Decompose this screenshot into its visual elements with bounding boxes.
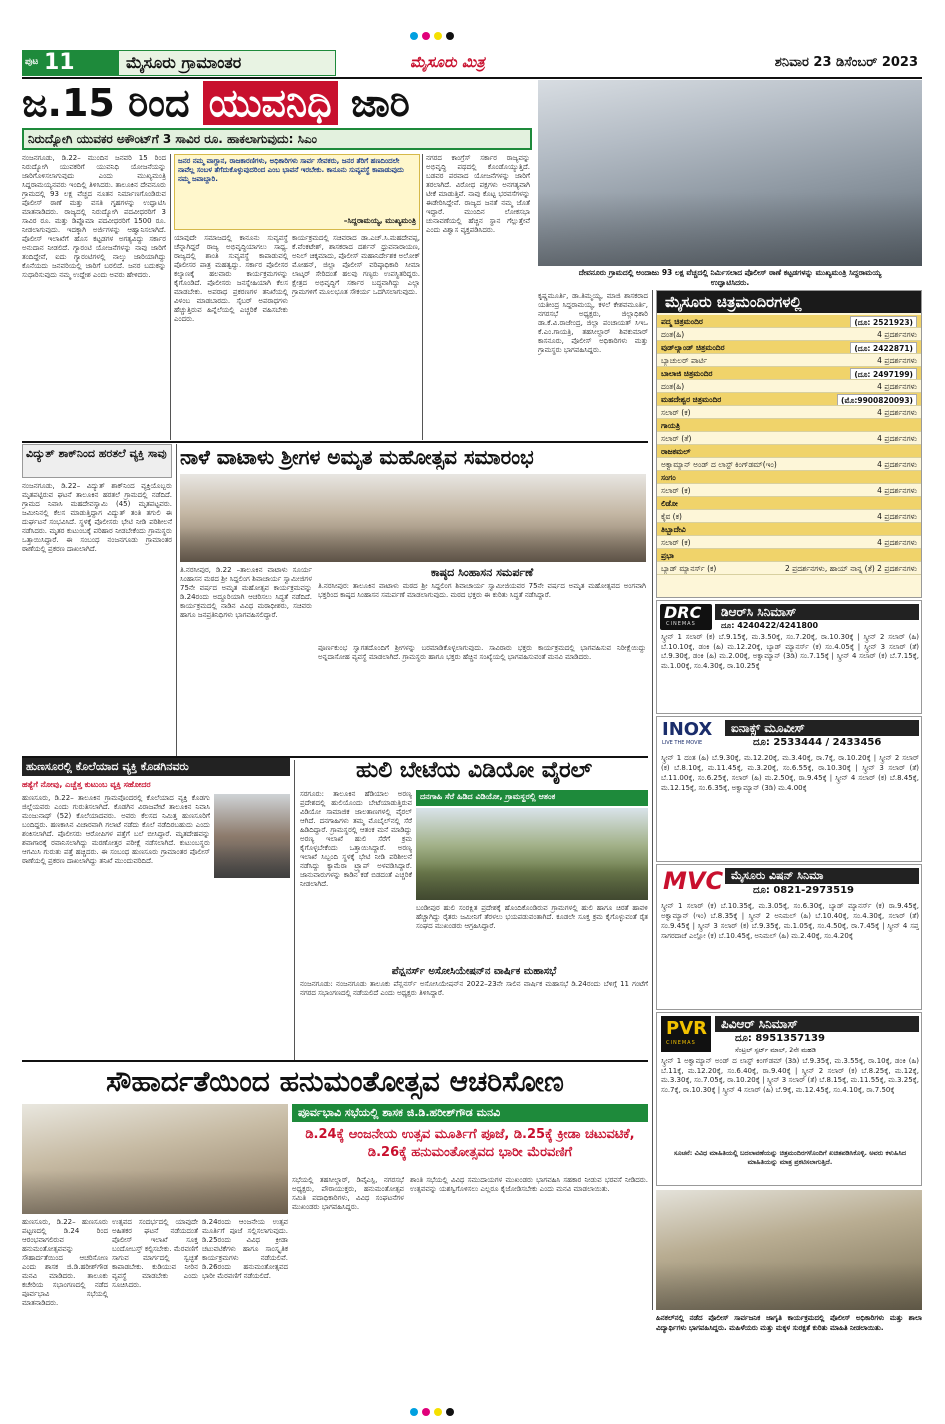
mvc-logo: MVC — [663, 867, 724, 895]
police-photo-caption: ಹಿನಕಲ್‌ನಲ್ಲಿ ನಡೆದ ಪೊಲೀಸ್ ಸಾರ್ವಜನಿಕ ಜಾಗೃತಿ ಕಾರ್ಯಕ್ರಮದಲ್ಲಿ ಪೊಲೀಸ್ ಅಧಿಕಾರಿಗಳು ಮತ್ತು ಶಾಲಾ ವಿದ್ಯಾರ್ಥಿಗಳು ಭಾಗವಹಿಸಿದ್ದರು. ಮಹಿಳೆಯರು ಮತ್ತು ಮಕ್ಕಳ ಸುರಕ್ಷತೆ ಕುರಿತು ಮಾಹಿತಿ ನೀಡಲಾಯಿತು. — [656, 1314, 922, 1332]
amrut-subtitle: ಕಾಷ್ಠದ ಸಿಂಹಾಸನ ಸಮರ್ಪಣೆ — [430, 566, 534, 579]
movie-title: ಸಲಾರ್ (ಕ) — [661, 408, 691, 417]
theatre-phone: (ದೂ: 2422871) — [850, 342, 917, 354]
inox-title: ಐನಾಕ್ಸ್ ಮೂವೀಸ್ — [731, 721, 805, 735]
movie-row — [657, 354, 921, 367]
police-awareness-photo — [656, 1190, 922, 1310]
inox-logo — [660, 720, 722, 750]
hanuman-body4: ಸಭೆಯಲ್ಲಿ ತಹಸೀಲ್ದಾರ್, ಡಿವೈಎಸ್ಪಿ, ನಗರಸಭೆ ಅಧ್ಯಕ್ಷರು, ಪೌರಾಯುಕ್ತರು, ಹನುಮಂತೋತ್ಸವ ಸಮಿತಿ ಪದಾಧಿಕಾರಿಗಳು, ವಿವಿಧ ಸಂಘಟನೆಗಳ ಮುಖಂಡರು ಭಾಗವಹಿಸಿದ್ದರು. — [292, 1176, 404, 1211]
kodagi-kicker: ಹತ್ಯೆಗೆ ನೋವು, ಎಚ್ಚೆತ್ತ ಕುಟುಂಬ ವ್ಯಕ್ತಿ ಸಹೋದರ — [22, 780, 151, 789]
show-count: 4 ಪ್ರದರ್ಶನಗಳು — [877, 382, 917, 391]
pvr-cinema-box — [656, 1012, 922, 1186]
theatre-name: ಮಹದೇಶ್ವರ ಚಿತ್ರಮಂದಿರ (ಮೊ:9900820093) — [657, 393, 921, 406]
lead-right-text: ಕೃಷ್ಣಮೂರ್ತಿ, ಡಾ.ತಿಮ್ಮಯ್ಯ, ಮಾಜಿ ಶಾಸಕರಾದ ಯತೀಂದ್ರ ಸಿದ್ದರಾಮಯ್ಯ, ಕಳಲೆ ಕೇಶವಮೂರ್ತಿ, ನಗರಸಭೆ ಅಧ್ಯಕ್ಷರು, ಜಿಲ್ಲಾಧಿಕಾರಿ ಡಾ.ಕೆ.ವಿ.ರಾಜೇಂದ್ರ, ಜಿಲ್ಲಾ ಪಂಚಾಯತ್ ಸಿಇಒ ಕೆ.ಎಂ.ಗಾಯತ್ರಿ, ತಹಸೀಲ್ದಾರ್ ಶಿವಕುಮಾರ್ ಕಾಸನೂರು, ಪೊಲೀಸ್ ಅಧಿಕಾರಿಗಳು ಮತ್ತು ಗ್ರಾಮಸ್ಥರು ಭಾಗವಹಿಸಿದ್ದರು. — [538, 292, 648, 354]
lead-photo-caption: ದೇವನೂರು ಗ್ರಾಮದಲ್ಲಿ ಅಂದಾಜು 93 ಲಕ್ಷ ವೆಚ್ಚದಲ್ಲಿ ನಿರ್ಮಿಸಲಾದ ಪೊಲೀಸ್ ಠಾಣೆ ಕಟ್ಟಡಗಳನ್ನು ಮುಖ್ಯಮಂತ್ರಿ ಸಿದ್ದರಾಮಯ್ಯ ಉದ್ಘಾಟಿಸಿದರು. — [578, 268, 882, 287]
theatre-name: ಬಾಲಾಜಿ ಚಿತ್ರಮಂದಿರ (ದೂ: 2497199) — [657, 367, 921, 380]
theatre-name: ವುಡ್‌ಲ್ಯಾಂಡ್ ಚಿತ್ರಮಂದಿರ (ದೂ: 2422871) — [657, 341, 921, 354]
kodagi-body: ಹುಣಸೂರು, ಡಿ.22– ತಾಲೂಕಿನ ಗ್ರಾಮವೊಂದರಲ್ಲಿ ಕೊಲೆಯಾದ ವ್ಯಕ್ತಿ ಕೊಡಗು ಜಿಲ್ಲೆಯವರು ಎಂದು ಗುರುತಿಸಲಾಗಿದೆ. ಕೊಡಗಿನ ವಿರಾಜಪೇಟೆ ತಾಲೂಕಿನ ನಿವಾಸಿ ಮಂಜುನಾಥ್ (52) ಕೊಲೆಯಾದವರು. ಅವರು ಕೆಲಸದ ನಿಮಿತ್ತ ಹುಣಸೂರಿಗೆ ಬಂದಿದ್ದರು. ಹಣಕಾಸಿನ ವಿಚಾರವಾಗಿ ಗಲಾಟೆ ನಡೆದು ಕೊಲೆ ನಡೆದಿರಬಹುದು ಎಂದು ಶಂಕಿಸಲಾಗಿದೆ. ಪೊಲೀಸರು ಆರೋಪಿಗಳ ಪತ್ತೆಗೆ ಬಲೆ ಬೀಸಿದ್ದಾರೆ. ಮೃತದೇಹವನ್ನು ಶವಾಗಾರಕ್ಕೆ ರವಾನಿಸಲಾಗಿದ್ದು ಮರಣೋತ್ತರ ಪರೀಕ್ಷೆ ನಡೆಸಲಾಗಿದೆ. ಕುಟುಂಬಸ್ಥರು ಆಗಮಿಸಿ ಗುರುತು ಪತ್ತೆ ಹಚ್ಚಿದರು. ಈ ಸಂಬಂಧ ಹುಣಸೂರು ಗ್ರಾಮಾಂತರ ಪೊಲೀಸ್ ಠಾಣೆಯಲ್ಲಿ ಪ್ರಕರಣ ದಾಖಲಾಗಿದ್ದು ತನಿಖೆ ಮುಂದುವರಿದಿದೆ. — [22, 794, 210, 865]
drc-cinema-box — [656, 600, 922, 714]
masthead-logo: ಮೈಸೂರು ಮಿತ್ರ — [410, 53, 485, 71]
movie-title: ಸಲಾರ್ (ತೆ) — [661, 434, 692, 443]
col-divider — [652, 290, 653, 1310]
issue-date: ಶನಿವಾರ 23 ಡಿಸೆಂಬರ್ 2023 — [774, 55, 918, 70]
theatre-phone: (ದೂ: 2497199) — [850, 368, 917, 380]
black-reg-mark — [446, 32, 454, 40]
lead-photo — [538, 80, 922, 266]
col-divider — [170, 154, 171, 440]
tiger-video-still — [416, 808, 648, 900]
movie-row — [657, 432, 921, 445]
movie-title: ಬ್ಯಾಡ್ ಮ್ಯಾನರ್ಸ್ (ಕ) — [661, 564, 717, 573]
mvc-title: ಮೈಸೂರು ವಿಷನ್ ಸಿನಿಮಾ — [731, 869, 824, 882]
hanuman-body1: ಹುಣಸೂರು, ಡಿ.22– ಹುಣಸೂರು ಪಟ್ಟಣದಲ್ಲಿ ಡಿ.24 ರಿಂದ ಆರಂಭವಾಗಲಿರುವ ಹನುಮಂತೋತ್ಸವವನ್ನು ಸೌಹಾರ್ದತೆಯಿಂದ ಆಚರಿಸೋಣ ಎಂದು ಶಾಸಕ ಜಿ.ಡಿ.ಹರೀಶ್‌ಗೌಡ ಮನವಿ ಮಾಡಿದರು. ತಾಲೂಕು ಕಚೇರಿಯ ಸಭಾಂಗಣದಲ್ಲಿ ನಡೆದ ಪೂರ್ವಭಾವಿ ಸಭೆಯಲ್ಲಿ ಮಾತನಾಡಿದರು. — [22, 1218, 108, 1307]
magenta-reg-mark — [422, 1408, 430, 1416]
hanuman-body5: ಶಾಂತಿ ಸಭೆಯಲ್ಲಿ ವಿವಿಧ ಸಮುದಾಯಗಳ ಮುಖಂಡರು ಭಾಗವಹಿಸಿ ಸಹಕಾರ ನೀಡುವ ಭರವಸೆ ನೀಡಿದರು. ಉತ್ಸವವನ್ನು ಯಶಸ್ವಿಗೊಳಿಸಲು ಎಲ್ಲರೂ ಕೈಜೋಡಿಸಬೇಕು ಎಂದು ಮನವಿ ಮಾಡಲಾಯಿತು. — [410, 1176, 648, 1193]
show-count: 4 ಪ್ರದರ್ಶನಗಳು — [877, 408, 917, 417]
theatre-name: ತಿಬ್ಬಾದೇವಿ — [657, 523, 921, 536]
inox-logo-text: INOX — [662, 719, 713, 740]
amrut-group-photo — [180, 474, 646, 562]
show-count: 4 ಪ್ರದರ್ಶನಗಳು — [877, 512, 917, 521]
show-count: 4 ಪ್ರದರ್ಶನಗಳು — [877, 460, 917, 469]
movie-title: ಸಲಾರ್ (ಕ) — [661, 486, 691, 495]
theatre-phone: (ಮೊ:9900820093) — [837, 394, 917, 406]
col-divider — [294, 760, 295, 1060]
hanuman-body2: ಉತ್ಸವದ ಸಂದರ್ಭದಲ್ಲಿ ಯಾವುದೇ ಅಹಿತಕರ ಘಟನೆ ನಡೆಯದಂತೆ ಪೊಲೀಸ್ ಇಲಾಖೆ ಸೂಕ್ತ ಬಂದೋಬಸ್ತ್ ಕಲ್ಪಿಸಬೇಕು. ಮೆರವಣಿಗೆ ಸಾಗುವ ಮಾರ್ಗದಲ್ಲಿ ಸ್ವಚ್ಛತೆ ಕಾಪಾಡಬೇಕು. ಕುಡಿಯುವ ನೀರಿನ ವ್ಯವಸ್ಥೆ ಮಾಡಬೇಕು ಎಂದು ಸೂಚಿಸಿದರು. — [112, 1218, 198, 1289]
hanuman-strap: ಪೂರ್ವಭಾವಿ ಸಭೆಯಲ್ಲಿ ಶಾಸಕ ಜಿ.ಡಿ.ಹರೀಶ್‌ಗೌಡ ಮನವಿ — [298, 1106, 501, 1119]
cyan-reg-mark — [410, 32, 418, 40]
section-title: ಮೈಸೂರು ಗ್ರಾಮಾಂತರ — [126, 53, 242, 72]
page-header — [22, 50, 922, 76]
movie-row — [657, 562, 921, 575]
amrut-body-left: ತಿ.ನರಸೀಪುರ, ಡಿ.22 –ತಾಲೂಕಿನ ವಾಟಾಳು ಸೂರ್ಯ ಸಿಂಹಾಸನ ಮಠದ ಶ್ರೀ ಸಿದ್ದಲಿಂಗ ಶಿವಾಚಾರ್ಯ ಸ್ವಾಮೀಜಿಗಳ 75ನೇ ವರ್ಷದ ಅಮೃತ ಮಹೋತ್ಸವ ಕಾರ್ಯಕ್ರಮವನ್ನು ಡಿ.24ರಂದು ಅದ್ಧೂರಿಯಾಗಿ ಆಚರಿಸಲು ಸಿದ್ಧತೆ ನಡೆದಿದೆ. ಕಾರ್ಯಕ್ರಮದಲ್ಲಿ ನಾಡಿನ ವಿವಿಧ ಮಠಾಧೀಶರು, ಸಚಿವರು ಹಾಗೂ ಜನಪ್ರತಿನಿಧಿಗಳು ಭಾಗವಹಿಸಲಿದ್ದಾರೆ. — [180, 566, 312, 619]
drc-logo — [660, 604, 712, 630]
pvr-logo — [661, 1016, 711, 1052]
movie-row — [657, 328, 921, 341]
header-rule — [22, 77, 922, 79]
theatre-name: ರಾಜಕಮಲ್ — [657, 445, 921, 458]
mvc-phone: ದೂ: 0821-2973519 — [753, 885, 855, 896]
pvr-logo-text: PVR — [666, 1018, 707, 1039]
theatre-phone: (ದೂ: 2521923) — [850, 316, 917, 328]
pvr-title: ಪಿವಿಆರ್ ಸಿನಿಮಾಸ್ — [721, 1017, 798, 1031]
lead-body-col4: ನಗರದ ಕಾಂಗ್ರೆಸ್ ಸರ್ಕಾರ ರಾಜ್ಯವನ್ನು ಅಭಿವೃದ್ಧಿ ಪಥದಲ್ಲಿ ಕೊಂಡೊಯ್ಯುತ್ತಿದೆ. ಬಡವರ ಪರವಾದ ಯೋಜನೆಗಳನ್ನು ಜಾರಿಗೆ ತರಲಾಗಿದೆ. ವಿರೋಧ ಪಕ್ಷಗಳು ಅನಗತ್ಯವಾಗಿ ಟೀಕೆ ಮಾಡುತ್ತಿವೆ. ನಾವು ಕೊಟ್ಟ ಭರವಸೆಗಳನ್ನು ಈಡೇರಿಸಿದ್ದೇವೆ. ರಾಜ್ಯದ ಜನತೆ ನಮ್ಮ ಜೊತೆ ಇದ್ದಾರೆ. ಮುಂದಿನ ಲೋಕಸಭಾ ಚುನಾವಣೆಯಲ್ಲಿ ಹೆಚ್ಚಿನ ಸ್ಥಾನ ಗೆಲ್ಲುತ್ತೇವೆ ಎಂದು ವಿಶ್ವಾಸ ವ್ಯಕ್ತಪಡಿಸಿದರು. — [426, 154, 530, 234]
lead-headline-highlight: ಯುವನಿಧಿ — [203, 81, 338, 125]
movie-title: ಕೈವ (ಕ) — [661, 512, 682, 521]
movie-row — [657, 536, 921, 549]
yellow-reg-mark — [434, 1408, 442, 1416]
theatre-name: ಪದ್ಮ ಚಿತ್ರಮಂದಿರ (ದೂ: 2521923) — [657, 315, 921, 328]
cyan-reg-mark — [410, 1408, 418, 1416]
magenta-reg-mark — [422, 32, 430, 40]
pvr-phone: ದೂ: 8951357139 — [735, 1033, 825, 1044]
kodagi-title: ಹುಣಸೂರಲ್ಲಿ ಕೊಲೆಯಾದ ವ್ಯಕ್ತಿ ಕೊಡಗಿನವರು — [26, 760, 189, 773]
yellow-reg-mark — [434, 32, 442, 40]
mvc-cinema-box — [656, 864, 922, 1010]
meeting-photo — [22, 1104, 288, 1214]
theatre-name: ಸಂಗಂ — [657, 471, 921, 484]
cinema-listing-panel — [656, 290, 922, 598]
movie-row — [657, 510, 921, 523]
electric-body: ನಂಜನಗೂಡು, ಡಿ.22– ವಿದ್ಯುತ್ ಶಾಕ್‌ನಿಂದ ವ್ಯಕ್ತಿಯೊಬ್ಬರು ಮೃತಪಟ್ಟಿರುವ ಘಟನೆ ತಾಲೂಕಿನ ಹರತಲೆ ಗ್ರಾಮದಲ್ಲಿ ನಡೆದಿದೆ. ಗ್ರಾಮದ ನಿವಾಸಿ ಮಹದೇವಸ್ವಾಮಿ (45) ಮೃತಪಟ್ಟವರು. ಜಮೀನಿನಲ್ಲಿ ಕೆಲಸ ಮಾಡುತ್ತಿದ್ದಾಗ ವಿದ್ಯುತ್ ತಂತಿ ತಗುಲಿ ಈ ದುರ್ಘಟನೆ ಸಂಭವಿಸಿದೆ. ಸ್ಥಳಕ್ಕೆ ಪೊಲೀಸರು ಭೇಟಿ ನೀಡಿ ಪರಿಶೀಲನೆ ನಡೆಸಿದರು. ಮೃತರ ಕುಟುಂಬಕ್ಕೆ ಪರಿಹಾರ ನೀಡಬೇಕೆಂದು ಗ್ರಾಮಸ್ಥರು ಒತ್ತಾಯಿಸಿದ್ದಾರೆ. ಈ ಸಂಬಂಧ ನಂಜನಗೂಡು ಗ್ರಾಮಾಂತರ ಠಾಣೆಯಲ್ಲಿ ಪ್ರಕರಣ ದಾಖಲಾಗಿದೆ. — [22, 482, 172, 553]
lead-subhead: ನಿರುದ್ಯೋಗಿ ಯುವಕರ ಅಕೌಂಟ್‌ಗೆ 3 ಸಾವಿರ ರೂ. ಹಾಕಲಾಗುವುದು: ಸಿಎಂ — [28, 132, 317, 146]
theatre-name: ಪ್ರಭಾ — [657, 549, 921, 562]
lead-headline — [22, 80, 532, 126]
theatre-name: ಲಿಡೋ — [657, 497, 921, 510]
theatre-rows — [657, 315, 921, 595]
lead-quote: ಜನರ ನಮ್ಮ ವಾಗ್ದಾನ, ರಾಜಕಾರಣಿಗಳು, ಅಧಿಕಾರಿಗಳು ಸಾರ್ವ ಸೇವಕರು, ಜನರ ತೆರಿಗೆ ಹಣದಿಂದಲೇ ನಾವೆಲ್ಲ ಸಂಬಳ ತೆಗೆದುಕೊಳ್ಳುವುದರಿಂದ ಎಂಬ ಭಾವನೆ ಇರಬೇಕು. ಕಾನೂನು ಸುವ್ಯವಸ್ಥೆ ಕಾಪಾಡುವುದು ನಮ್ಮ ಜವಾಬ್ದಾರಿ. — [178, 157, 404, 183]
amrut-body-right: ತಿ.ನರಸೀಪುರ: ತಾಲೂಕಿನ ವಾಟಾಳು ಮಠದ ಶ್ರೀ ಸಿದ್ದಲಿಂಗ ಶಿವಾಚಾರ್ಯ ಸ್ವಾಮೀಜಿಯವರ 75ನೇ ವರ್ಷದ ಅಮೃತ ಮಹೋತ್ಸವದ ಅಂಗವಾಗಿ ಭಕ್ತರಿಂದ ಕಾಷ್ಠದ ಸಿಂಹಾಸನ ಸಮರ್ಪಣೆ ಮಾಡಲಾಗುವುದು. ಮಠದ ಭಕ್ತರು ಈ ಕುರಿತು ಸಿದ್ಧತೆ ನಡೆಸಿದ್ದಾರೆ. — [318, 582, 646, 599]
tiger-body-right: ಬಂಡೀಪುರ ಹುಲಿ ಸಂರಕ್ಷಿತ ಪ್ರದೇಶಕ್ಕೆ ಹೊಂದಿಕೊಂಡಿರುವ ಗ್ರಾಮಗಳಲ್ಲಿ ಹುಲಿ ಹಾಗೂ ಚಿರತೆ ಹಾವಳಿ ಹೆಚ್ಚಾಗಿದ್ದು ರೈತರು ಜಮೀನಿಗೆ ತೆರಳಲು ಭಯಪಡುವಂತಾಗಿದೆ. ಕೂಡಲೇ ಸೂಕ್ತ ಕ್ರಮ ಕೈಗೊಳ್ಳುವಂತೆ ರೈತ ಸಂಘದ ಮುಖಂಡರು ಆಗ್ರಹಿಸಿದ್ದಾರೆ. — [416, 904, 648, 930]
movie-title: ಬ್ಯಾಚುಲರ್ ಪಾರ್ಟಿ — [661, 356, 708, 365]
movie-title: ದಂತ(ಹಿ) — [661, 330, 685, 339]
tiger-title: ಹುಲಿ ಬೇಟೆಯ ವಿಡಿಯೋ ವೈರಲ್ — [355, 758, 593, 783]
movie-row — [657, 458, 921, 471]
drc-title: ಡಿಆರ್‌ಸಿ ಸಿನಿಮಾಸ್ — [721, 605, 797, 619]
movie-row — [657, 380, 921, 393]
drc-logo-sub: CINEMAS — [666, 621, 696, 627]
drc-logo-text: DRC — [664, 603, 702, 622]
lead-headline-suffix: ಜಾರಿ — [350, 81, 410, 125]
theatre-name: ಗಾಯತ್ರಿ — [657, 419, 921, 432]
col-divider — [422, 154, 423, 440]
show-count: 4 ಪ್ರದರ್ಶನಗಳು — [877, 538, 917, 547]
show-count: 4 ಪ್ರದರ್ಶನಗಳು — [877, 434, 917, 443]
show-count: 4 ಪ್ರದರ್ಶನಗಳು — [877, 330, 917, 339]
inox-listing: ಸ್ಕ್ರೀನ್ 1 ದಂತ (ಹಿ) ಬೆ.9.30ಕ್ಕೆ, ಮ.12.20ಕ್ಕೆ, ಮ.3.40ಕ್ಕೆ, ರಾ.7ಕ್ಕೆ, ರಾ.10.20ಕ್ಕೆ | ಸ್ಕ್ರೀನ್ 2 ಸಲಾರ್ (ಕ) ಬೆ.8.10ಕ್ಕೆ, ಮ.11.45ಕ್ಕೆ, ಮ.3.20ಕ್ಕೆ, ಸಂ.6.55ಕ್ಕೆ, ರಾ.10.30ಕ್ಕೆ | ಸ್ಕ್ರೀನ್ 3 ಸಲಾರ್ (ತೆ) ಬೆ.11.00ಕ್ಕೆ, ಸಂ.6.25ಕ್ಕೆ, ಸಲಾರ್ (ಹಿ) ಮ.2.50ಕ್ಕೆ, ರಾ.9.45ಕ್ಕೆ | ಸ್ಕ್ರೀನ್ 4 ಸಲಾರ್ (ಕ) ಬೆ.8.45ಕ್ಕೆ, ಮ.12.15ಕ್ಕೆ, ಸಂ.6.35ಕ್ಕೆ, ಅಕ್ವಾಮ್ಯಾನ್ (3ಡಿ) ಮ.4.00ಕ್ಕೆ — [661, 754, 919, 792]
cinema-listing-title: ಮೈಸೂರು ಚಿತ್ರಮಂದಿರಗಳಲ್ಲಿ — [657, 291, 921, 313]
pvr-logo-sub: CINEMAS — [666, 1040, 696, 1046]
tiger-body-left: ಸರಗೂರು: ತಾಲೂಕಿನ ಹೆಡಿಯಾಲ ಅರಣ್ಯ ಪ್ರದೇಶದಲ್ಲಿ ಹುಲಿಯೊಂದು ಬೇಟೆಯಾಡುತ್ತಿರುವ ವಿಡಿಯೋ ಸಾಮಾಜಿಕ ಜಾಲತಾಣಗಳಲ್ಲಿ ವೈರಲ್ ಆಗಿದೆ. ದನಗಾಹಿಗಳು ತಮ್ಮ ಮೊಬೈಲ್‌ನಲ್ಲಿ ಸೆರೆ ಹಿಡಿದಿದ್ದಾರೆ. ಗ್ರಾಮಸ್ಥರಲ್ಲಿ ಆತಂಕ ಮನೆ ಮಾಡಿದ್ದು ಅರಣ್ಯ ಇಲಾಖೆ ಹುಲಿ ಸೆರೆಗೆ ಕ್ರಮ ಕೈಗೊಳ್ಳಬೇಕೆಂದು ಒತ್ತಾಯಿಸಿದ್ದಾರೆ. ಅರಣ್ಯ ಇಲಾಖೆ ಸಿಬ್ಬಂದಿ ಸ್ಥಳಕ್ಕೆ ಭೇಟಿ ನೀಡಿ ಪರಿಶೀಲನೆ ನಡೆಸಿದ್ದು ಕ್ಯಾಮೆರಾ ಟ್ರ್ಯಾಪ್ ಅಳವಡಿಸಿದ್ದಾರೆ. ಜಾನುವಾರುಗಳನ್ನು ಕಾಡಿನ ಕಡೆ ಬಿಡದಂತೆ ಎಚ್ಚರಿಕೆ ನೀಡಲಾಗಿದೆ. — [300, 790, 412, 888]
show-count: 4 ಪ್ರದರ್ಶನಗಳು — [877, 356, 917, 365]
lead-body-col2: ಯಾವುದೇ ಸಮಾಜದಲ್ಲಿ ಕಾನೂನು ಸುವ್ಯವಸ್ಥೆ ಚೆನ್ನಾಗಿದ್ದರೆ ರಾಜ್ಯ ಅಭಿವೃದ್ಧಿಯಾಗಲು ಸಾಧ್ಯ. ರಾಜ್ಯದಲ್ಲಿ ಶಾಂತಿ ಸುವ್ಯವಸ್ಥೆ ಕಾಪಾಡುವಲ್ಲಿ ಪೊಲೀಸರ ಪಾತ್ರ ಮಹತ್ವದ್ದು. ಸರ್ಕಾರ ಪೊಲೀಸರ ಕಲ್ಯಾಣಕ್ಕೆ ಹಲವಾರು ಕಾರ್ಯಕ್ರಮಗಳನ್ನು ಕೈಗೊಂಡಿದೆ. ಪೊಲೀಸರು ಜನಸ್ನೇಹಿಯಾಗಿ ಕೆಲಸ ಮಾಡಬೇಕು. ಅಪರಾಧ ಪ್ರಕರಣಗಳ ತನಿಖೆಯಲ್ಲಿ ವಿಳಂಬ ಮಾಡಬಾರದು. ಸೈಬರ್ ಅಪರಾಧಗಳು ಹೆಚ್ಚುತ್ತಿರುವ ಹಿನ್ನೆಲೆಯಲ್ಲಿ ಎಚ್ಚರಿಕೆ ವಹಿಸಬೇಕು ಎಂದರು. — [174, 234, 288, 323]
col-divider — [176, 444, 177, 756]
hanuman-body3: ಡಿ.24ರಂದು ಆಂಜನೇಯ ಉತ್ಸವ ಮೂರ್ತಿಗೆ ಪೂಜೆ ಸಲ್ಲಿಸಲಾಗುವುದು. ಡಿ.25ರಂದು ವಿವಿಧ ಕ್ರೀಡಾ ಚಟುವಟಿಕೆಗಳು ಹಾಗೂ ಸಾಂಸ್ಕೃತಿಕ ಕಾರ್ಯಕ್ರಮಗಳು ನಡೆಯಲಿವೆ. ಡಿ.26ರಂದು ಹನುಮಂತೋತ್ಸವದ ಭಾರೀ ಮೆರವಣಿಗೆ ನಡೆಯಲಿದೆ. — [202, 1218, 288, 1280]
lead-headline-prefix: ಜ.15 ರಿಂದ — [22, 81, 190, 125]
lead-body-col1: ನಂಜನಗೂಡು, ಡಿ.22– ಮುಂದಿನ ಜನವರಿ 15 ರಿಂದ ನಿರುದ್ಯೋಗಿ ಯುವಕರಿಗೆ ಯುವನಿಧಿ ಯೋಜನೆಯನ್ನು ಜಾರಿಗೊಳಿಸಲಾಗುವುದು ಎಂದು ಮುಖ್ಯಮಂತ್ರಿ ಸಿದ್ದರಾಮಯ್ಯನವರು ಇಂದಿಲ್ಲಿ ತಿಳಿಸಿದರು. ತಾಲೂಕಿನ ದೇವನೂರು ಗ್ರಾಮದಲ್ಲಿ 93 ಲಕ್ಷ ವೆಚ್ಚದ ನೂತನ ನಿರ್ಮಾಣಗೊಂಡಿರುವ ಪೊಲೀಸ್ ಠಾಣೆ ಮತ್ತು ವಸತಿ ಗೃಹಗಳನ್ನು ಉದ್ಘಾಟಿಸಿ ಮಾತನಾಡಿದರು. ರಾಜ್ಯದಲ್ಲಿ ನಿರುದ್ಯೋಗಿ ಪದವೀಧರರಿಗೆ 3 ಸಾವಿರ ರೂ. ಮತ್ತು ಡಿಪ್ಲೊಮಾ ಪದವೀಧರರಿಗೆ 1500 ರೂ. ನೀಡಲಾಗುವುದು. ಇದಕ್ಕಾಗಿ ಅರ್ಜಿಗಳನ್ನು ಆಹ್ವಾನಿಸಲಾಗಿದೆ. ಪೊಲೀಸ್ ಇಲಾಖೆಗೆ ಹೊಸ ಕಟ್ಟಡಗಳ ಅಗತ್ಯವಿದ್ದು ಸರ್ಕಾರ ಅನುದಾನ ನೀಡಲಿದೆ. ಗ್ಯಾರಂಟಿ ಯೋಜನೆಗಳನ್ನು ನಾವು ಜಾರಿಗೆ ತಂದಿದ್ದೇವೆ, ಐದು ಗ್ಯಾರಂಟಿಗಳಲ್ಲಿ ನಾಲ್ಕು ಜಾರಿಯಾಗಿದ್ದು ಕೊನೆಯದು ಜನವರಿಯಲ್ಲಿ ಜಾರಿಗೆ ಬರಲಿದೆ. ಜನರ ಬದುಕನ್ನು ಸುಧಾರಿಸುವುದು ನಮ್ಮ ಉದ್ದೇಶ ಎಂದು ಅವರು ಹೇಳಿದರು. — [22, 154, 166, 279]
victim-portrait — [214, 794, 290, 878]
lead-body-col3: ಕಾರ್ಯಕ್ರಮದಲ್ಲಿ ಸಚಿವರಾದ ಡಾ.ಎಚ್.ಸಿ.ಮಹದೇವಪ್ಪ, ಕೆ.ವೆಂಕಟೇಶ್, ಶಾಸಕರಾದ ದರ್ಶನ್ ಧ್ರುವನಾರಾಯಣ, ಅನಿಲ್ ಚಿಕ್ಕಮಾದು, ಪೊಲೀಸ್ ಮಹಾನಿರ್ದೇಶಕ ಅಲೋಕ್ ಮೋಹನ್, ಜಿಲ್ಲಾ ಪೊಲೀಸ್ ವರಿಷ್ಠಾಧಿಕಾರಿ ಸೀಮಾ ಲಾಟ್ಕರ್ ಸೇರಿದಂತೆ ಹಲವು ಗಣ್ಯರು ಉಪಸ್ಥಿತರಿದ್ದರು. ಕ್ಷೇತ್ರದ ಅಭಿವೃದ್ಧಿಗೆ ಸರ್ಕಾರ ಬದ್ಧವಾಗಿದ್ದು ಎಲ್ಲಾ ಗ್ರಾಮಗಳಿಗೆ ಮೂಲಭೂತ ಸೌಕರ್ಯ ಒದಗಿಸಲಾಗುವುದು. — [292, 234, 420, 296]
inox-cinema-box — [656, 716, 922, 862]
amrut-body-lower: ಪೂರ್ಣಕುಂಭ ಸ್ವಾಗತದೊಂದಿಗೆ ಶ್ರೀಗಳನ್ನು ಬರಮಾಡಿಕೊಳ್ಳಲಾಗುವುದು. ಸಾವಿರಾರು ಭಕ್ತರು ಕಾರ್ಯಕ್ರಮದಲ್ಲಿ ಭಾಗವಹಿಸುವ ನಿರೀಕ್ಷೆಯಿದ್ದು ಅನ್ನದಾಸೋಹ ವ್ಯವಸ್ಥೆ ಮಾಡಲಾಗಿದೆ. ಗ್ರಾಮಸ್ಥರು ಹಾಗೂ ಭಕ್ತರು ಹೆಚ್ಚಿನ ಸಂಖ್ಯೆಯಲ್ಲಿ ಭಾಗವಹಿಸುವಂತೆ ಮನವಿ ಮಾಡಿದರು. — [318, 644, 646, 661]
hanuman-red-banner: ಡಿ.24ಕ್ಕೆ ಆಂಜನೇಯ ಉತ್ಸವ ಮೂರ್ತಿಗೆ ಪೂಜೆ, ಡಿ.25ಕ್ಕೆ ಕ್ರೀಡಾ ಚಟುವಟಿಕೆ, ಡಿ.26ಕ್ಕೆ ಹನುಮಂತೋತ್ಸವದ ಭಾರೀ ಮೆರವಣಿಗೆ — [305, 1127, 635, 1160]
show-count: 4 ಪ್ರದರ್ಶನಗಳು — [877, 486, 917, 495]
movie-title: ದಂತ(ಹಿ) — [661, 382, 685, 391]
black-reg-mark — [446, 1408, 454, 1416]
inox-logo-sub: LIVE THE MOVIE — [662, 740, 703, 746]
pvr-note: ಸೂಚನೆ: ವಿವಿಧ ಮಾಹಿತಿಯಲ್ಲಿ ಬದಲಾವಣೆಯನ್ನು ಚಿತ್ರಮಂದಿರಗಳೊಂದಿಗೆ ಖಚಿತಪಡಿಸಿಕೊಳ್ಳಿ. ಅವರು ಕಳುಹಿಸಿದ ಮಾಹಿತಿಯನ್ನು ಮಾತ್ರ ಪ್ರಕಟಿಸಲಾಗುತ್ತಿದೆ. — [673, 1149, 907, 1166]
pvr-listing: ಸ್ಕ್ರೀನ್ 1 ಅಕ್ವಾಮ್ಯಾನ್ ಅಂಡ್ ದ ಲಾಸ್ಟ್ ಕಿಂಗ್‌ಡಮ್ (3ಡಿ) ಬೆ.9.35ಕ್ಕೆ, ಮ.3.55ಕ್ಕೆ, ರಾ.10ಕ್ಕೆ, ಡಂಕಿ (ಹಿ) ಬೆ.11ಕ್ಕೆ, ಮ.12.20ಕ್ಕೆ, ಸಂ.6.40ಕ್ಕೆ, ರಾ.9.40ಕ್ಕೆ | ಸ್ಕ್ರೀನ್ 2 ಸಲಾರ್ (ಕ) ಬೆ.8.25ಕ್ಕೆ, ಮ.12ಕ್ಕೆ, ಮ.3.30ಕ್ಕೆ, ಸಂ.7.05ಕ್ಕೆ, ರಾ.10.20ಕ್ಕೆ | ಸ್ಕ್ರೀನ್ 3 ಸಲಾರ್ (ತೆ) ಬೆ.8.15ಕ್ಕೆ, ಮ.11.55ಕ್ಕೆ, ಮ.3.25ಕ್ಕೆ, ಸಂ.7ಕ್ಕೆ, ರಾ.10.30ಕ್ಕೆ | ಸ್ಕ್ರೀನ್ 4 ಸಲಾರ್ (ಹಿ) ಬೆ.9ಕ್ಕೆ, ಮ.12.45ಕ್ಕೆ, ಸಂ.4.10ಕ್ಕೆ, ರಾ.7.50ಕ್ಕೆ — [661, 1057, 919, 1094]
section-rule — [22, 1060, 648, 1062]
pvr-address: ಸೆಂಟ್ರಲ್ ಸ್ಪರ್ಟ್ ಮಾಲ್, 2ನೇ ಮಹಡಿ — [735, 1046, 816, 1054]
page-number: 11 — [44, 50, 75, 75]
inox-phone: ದೂ: 2533444 / 2433456 — [753, 737, 882, 748]
tiger-sub-body: ನಂಜನಗೂಡು: ನಂಜನಗೂಡು ತಾಲೂಕು ಪೆನ್ಷನರ್ಸ್ ಅಸೋಸಿಯೇಷನ್‌ನ 2022–23ನೇ ಸಾಲಿನ ವಾರ್ಷಿಕ ಮಹಾಸಭೆ ಡಿ.24ರಂದು ಬೆಳಿಗ್ಗೆ 11 ಗಂಟೆಗೆ ನಗರದ ಸಭಾಂಗಣದಲ್ಲಿ ನಡೆಯಲಿದೆ ಎಂದು ಅಧ್ಯಕ್ಷರು ತಿಳಿಸಿದ್ದಾರೆ. — [300, 980, 648, 997]
section-rule — [22, 441, 648, 443]
mvc-listing: ಸ್ಕ್ರೀನ್ 1 ಸಲಾರ್ (ಕ) ಬೆ.10.35ಕ್ಕೆ, ಮ.3.05ಕ್ಕೆ, ಸಂ.6.30ಕ್ಕೆ, ಬ್ಯಾಡ್ ಮ್ಯಾನರ್ಸ್ (ಕ) ರಾ.9.45ಕ್ಕೆ, ಅಕ್ವಾಮ್ಯಾನ್ (ಇಂ) ಬೆ.8.35ಕ್ಕೆ | ಸ್ಕ್ರೀನ್ 2 ಅನಿಮಲ್ (ಹಿ) ಬೆ.10.40ಕ್ಕೆ, ಸಂ.4.30ಕ್ಕೆ, ಸಲಾರ್ (ತೆ) ಸಂ.9.45ಕ್ಕೆ | ಸ್ಕ್ರೀನ್ 3 ಸಲಾರ್ (ಕ) ಬೆ.9.35ಕ್ಕೆ, ಮ.1.05ಕ್ಕೆ, ಸಂ.4.50ಕ್ಕೆ, ರಾ.7.45ಕ್ಕೆ | ಸ್ಕ್ರೀನ್ 4 ಸಪ್ತ ಸಾಗರದಾಚೆ ಎಲ್ಲೋ (ಕ) ಬೆ.10.45ಕ್ಕೆ, ಅನಿಮಲ್ (ಹಿ) ಮ.2.40ಕ್ಕೆ, ಸಂ.4.20ಕ್ಕೆ — [661, 902, 919, 940]
electric-title: ವಿದ್ಯುತ್ ಶಾಕ್‌ನಿಂದ ಹರತಲೆ ವ್ಯಕ್ತಿ ಸಾವು — [26, 447, 167, 460]
hanuman-title: ಸೌಹಾರ್ದತೆಯಿಂದ ಹನುಮಂತೋತ್ಸವ ಆಚರಿಸೋಣ — [106, 1065, 564, 1098]
tiger-subtitle: ಪೆನ್ಷನರ್ಸ್ ಅಸೋಸಿಯೇಷನ್‌ನ ವಾರ್ಷಿಕ ಮಹಾಸಭೆ — [391, 966, 557, 977]
lead-quote-attribution: –ಸಿದ್ದರಾಮಯ್ಯ, ಮುಖ್ಯಮಂತ್ರಿ — [343, 216, 416, 225]
movie-title: ಅಕ್ವಾಮ್ಯಾನ್ ಅಂಡ್ ದ ಲಾಸ್ಟ್ ಕಿಂಗ್‌ಡಮ್(ಇಂ) — [661, 460, 777, 469]
show-count: 2 ಪ್ರದರ್ಶನಗಳು, ಹಾಯ್ ನಾನ್ನ (ತೆ) 2 ಪ್ರದರ್ಶನಗಳು — [785, 564, 917, 573]
movie-row — [657, 406, 921, 419]
page-label: ಪುಟ — [25, 57, 39, 67]
drc-listing: ಸ್ಕ್ರೀನ್ 1 ಸಲಾರ್ (ಕ) ಬೆ.9.15ಕ್ಕೆ, ಮ.3.50ಕ್ಕೆ, ಸಂ.7.20ಕ್ಕೆ, ರಾ.10.30ಕ್ಕೆ | ಸ್ಕ್ರೀನ್ 2 ಸಲಾರ್ (ಹಿ) ಬೆ.10.10ಕ್ಕೆ, ಡಂಕಿ (ಹಿ) ಮ.12.20ಕ್ಕೆ, ಬ್ಯಾಡ್ ಮ್ಯಾನರ್ಸ್ (ಕ) ಸಂ.4.05ಕ್ಕೆ | ಸ್ಕ್ರೀನ್ 3 ಸಲಾರ್ (ತೆ) ಬೆ.9.30ಕ್ಕೆ, ಡಂಕಿ (ಹಿ) ಮ.2.00ಕ್ಕೆ, ಅಕ್ವಾಮ್ಯಾನ್ (3ಡಿ) ಸಂ.7.15ಕ್ಕೆ | ಸ್ಕ್ರೀನ್ 4 ಸಲಾರ್ (ಕ) ಬೆ.7.15ಕ್ಕೆ, ಮ.1.00ಕ್ಕೆ, ಸಂ.4.30ಕ್ಕೆ, ರಾ.10.25ಕ್ಕೆ — [661, 633, 919, 670]
movie-row — [657, 484, 921, 497]
movie-title: ಸಲಾರ್ (ಕ) — [661, 538, 691, 547]
tiger-banner: ದನಗಾಹಿ ಸೆರೆ ಹಿಡಿದ ವಿಡಿಯೋ, ಗ್ರಾಮಸ್ಥರಲ್ಲಿ ಆತಂಕ — [420, 792, 556, 801]
drc-phone: ದೂ: 4240422/4241800 — [721, 621, 819, 630]
amrut-title: ನಾಳೆ ವಾಟಾಳು ಶ್ರೀಗಳ ಅಮೃತ ಮಹೋತ್ಸವ ಸಮಾರಂಭ — [180, 445, 534, 469]
